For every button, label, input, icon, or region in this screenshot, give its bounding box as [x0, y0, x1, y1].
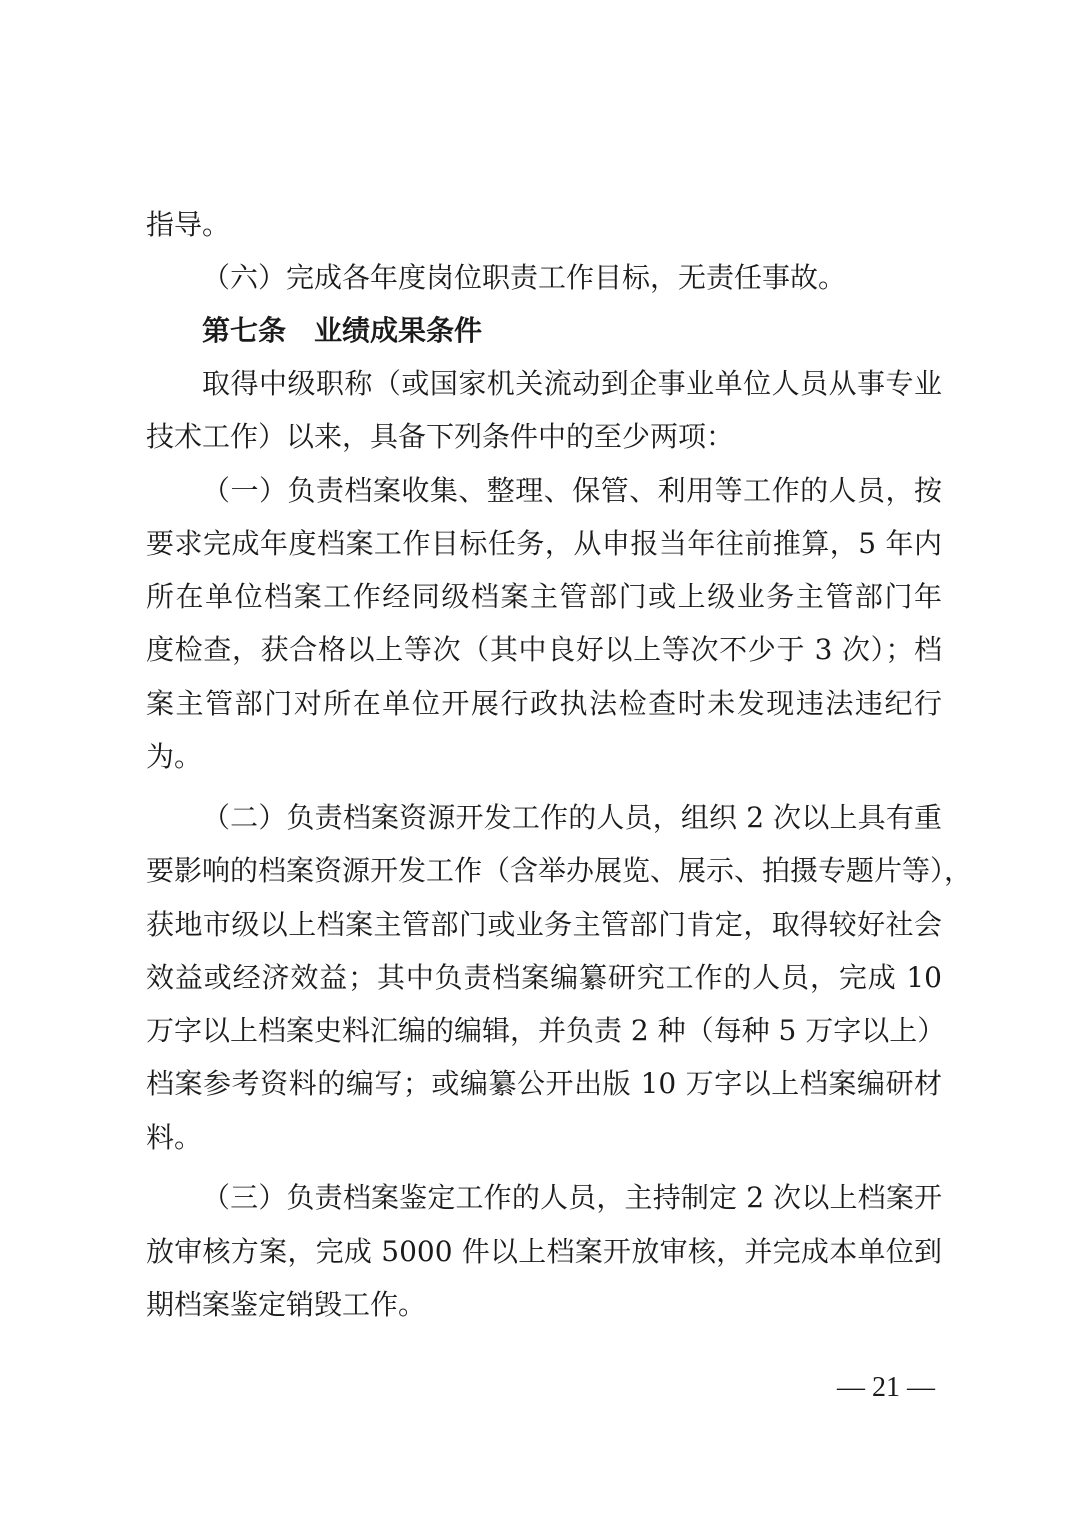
- text-line: 放审核方案，完成 5000 件以上档案开放审核，并完成本单位到: [146, 1235, 942, 1268]
- text-line: （一）负责档案收集、整理、保管、利用等工作的人员，按: [202, 474, 942, 507]
- text-line: 获地市级以上档案主管部门或业务主管部门肯定，取得较好社会: [146, 908, 942, 941]
- text-line: 效益或经济效益；其中负责档案编纂研究工作的人员，完成 10: [146, 961, 942, 994]
- text-line: 期档案鉴定销毁工作。: [146, 1288, 427, 1321]
- text-line: 指导。: [146, 208, 231, 241]
- text-line: 要求完成年度档案工作目标任务，从申报当年往前推算，5 年内: [146, 527, 942, 560]
- text-line: 万字以上档案史料汇编的编辑，并负责 2 种（每种 5 万字以上）: [146, 1014, 946, 1047]
- text-line: （六）完成各年度岗位职责工作目标，无责任事故。: [202, 261, 847, 294]
- text-line: 取得中级职称（或国家机关流动到企事业单位人员从事专业: [202, 367, 942, 400]
- page-number: — 21 —: [837, 1372, 935, 1403]
- text-line: 要影响的档案资源开发工作（含举办展览、展示、拍摄专题片等），: [146, 854, 973, 887]
- text-line: 为。: [146, 740, 203, 773]
- text-line: 所在单位档案工作经同级档案主管部门或上级业务主管部门年: [146, 580, 942, 613]
- text-line: 案主管部门对所在单位开展行政执法检查时未发现违法违纪行: [146, 687, 942, 720]
- text-line: （二）负责档案资源开发工作的人员，组织 2 次以上具有重: [202, 801, 942, 834]
- text-line: （三）负责档案鉴定工作的人员，主持制定 2 次以上档案开: [202, 1181, 942, 1214]
- text-line: 度检查，获合格以上等次（其中良好以上等次不少于 3 次）；档: [146, 633, 942, 666]
- section-heading: 第七条 业绩成果条件: [202, 314, 483, 347]
- text-line: 料。: [146, 1121, 203, 1154]
- text-line: 技术工作）以来，具备下列条件中的至少两项：: [146, 420, 735, 453]
- text-line: 档案参考资料的编写；或编纂公开出版 10 万字以上档案编研材: [146, 1067, 942, 1100]
